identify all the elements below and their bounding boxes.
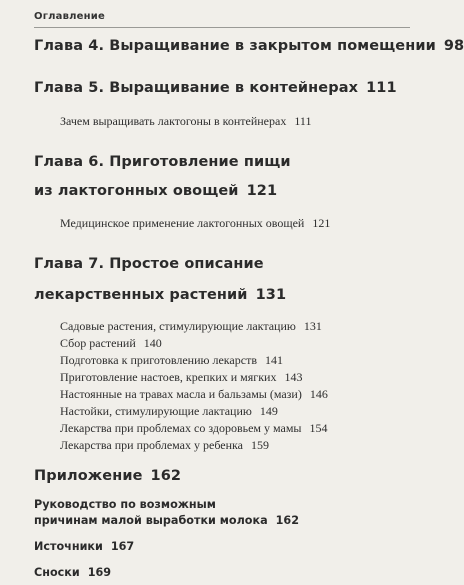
toc-appendix-page: 162 [150, 468, 182, 484]
toc-chapter-6-page: 121 [246, 183, 278, 199]
toc-sources-page: 167 [110, 540, 135, 553]
toc-section-label: Лекарства при проблемах со здоровьем у мамы [60, 421, 302, 435]
toc-section-page: 131 [303, 319, 322, 333]
toc-section[interactable] [60, 438, 269, 453]
toc-guide-line2[interactable] [34, 514, 299, 527]
toc-section[interactable] [60, 216, 330, 231]
toc-section[interactable] [60, 114, 311, 129]
toc-section-page: 159 [250, 438, 269, 452]
toc-chapter-7-line2[interactable] [34, 287, 286, 303]
toc-section[interactable] [60, 336, 162, 351]
toc-chapter-7-label: Глава 7. Простое описание [34, 256, 264, 272]
toc-section-label: Медицинское применение лактогонных овощей [60, 216, 305, 230]
toc-sources-label: Источники [34, 540, 103, 553]
toc-notes-page: 169 [87, 566, 112, 579]
toc-section-label: Сбор растений [60, 336, 136, 350]
toc-chapter-7-page: 131 [255, 287, 287, 303]
toc-section-page: 154 [309, 421, 328, 435]
toc-guide-page: 162 [275, 514, 299, 527]
toc-section-label: Настоянные на травах масла и бальзамы (мази) [60, 387, 302, 401]
toc-section-page: 111 [294, 114, 312, 128]
toc-sources[interactable] [34, 540, 134, 553]
toc-guide-label-cont: причинам малой выработки молока [34, 514, 268, 527]
toc-section-label: Приготовление настоев, крепких и мягких [60, 370, 277, 384]
header-rule [34, 27, 410, 28]
toc-notes-label: Сноски [34, 566, 80, 579]
toc-section-label: Лекарства при проблемах у ребенка [60, 438, 243, 452]
toc-chapter-4-page: 98 [443, 38, 464, 54]
toc-guide-label: Руководство по возможным [34, 498, 216, 511]
toc-section-page: 140 [143, 336, 162, 350]
toc-section-page: 143 [284, 370, 303, 384]
toc-guide-line1[interactable] [34, 498, 216, 511]
toc-chapter-6-line1[interactable] [34, 154, 291, 170]
toc-section-label: Настойки, стимулирующие лактацию [60, 404, 252, 418]
toc-chapter-5[interactable] [34, 80, 397, 96]
bleed-through [408, 60, 410, 70]
toc-section-label: Садовые растения, стимулирующие лактацию [60, 319, 296, 333]
toc-chapter-7-line1[interactable] [34, 256, 264, 272]
toc-appendix[interactable] [34, 468, 181, 484]
toc-chapter-5-label: Глава 5. Выращивание в контейнерах [34, 80, 359, 96]
toc-section-label: Подготовка к приготовлению лекарств [60, 353, 257, 367]
toc-notes[interactable] [34, 566, 111, 579]
toc-chapter-4-label: Глава 4. Выращивание в закрытом помещении [34, 38, 436, 54]
toc-section[interactable] [60, 353, 283, 368]
toc-section[interactable] [60, 421, 328, 436]
toc-chapter-6-label-cont: из лактогонных овощей [34, 183, 239, 199]
toc-section[interactable] [60, 387, 328, 402]
toc-section[interactable] [60, 319, 322, 334]
toc-chapter-7-label-cont: лекарственных растений [34, 287, 248, 303]
toc-appendix-label: Приложение [34, 468, 143, 484]
toc-section-page: 141 [265, 353, 283, 367]
toc-section-page: 121 [312, 216, 331, 230]
toc-chapter-4[interactable] [34, 38, 464, 54]
toc-chapter-6-line2[interactable] [34, 183, 277, 199]
toc-chapter-6-label: Глава 6. Приготовление пищи [34, 154, 291, 170]
toc-section-page: 146 [309, 387, 328, 401]
toc-section-label: Зачем выращивать лактогоны в контейнерах [60, 114, 287, 128]
toc-section[interactable] [60, 370, 302, 385]
toc-section[interactable] [60, 404, 278, 419]
toc-section-page: 149 [259, 404, 278, 418]
toc-chapter-5-page: 111 [366, 80, 397, 96]
page-header: Оглавление [34, 11, 105, 22]
